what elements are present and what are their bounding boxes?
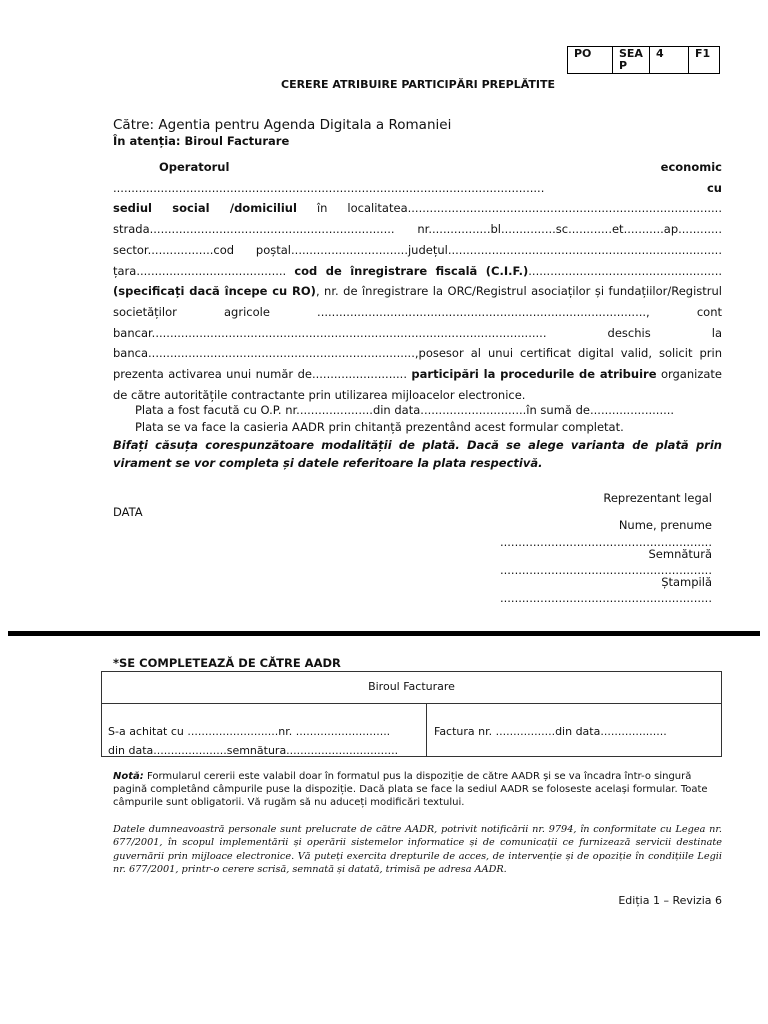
stamp-field[interactable]: .......................................................... [499,591,712,605]
payment-instructions: Bifați căsuța corespunzătoare modalității de plată. Dacă se alege varianta de plată prin virament se vor completa și datele referitoare la plata respectivă. [113,438,722,470]
recipient-line: Către: Agentia pentru Agenda Digitala a Romaniei [113,117,452,133]
billing-office-header: Biroul Facturare [102,672,721,704]
date-label: DATA [113,505,143,519]
edition-label: Ediția 1 – Revizia 6 [618,894,722,907]
note-paragraph: Notă: Formularul cererii este valabil doar în formatul pus la dispoziție de către AADR și se va încadra într-o singură pagină completând câmpurile puse la dispoziție. Dacă plata se face la sediul AADR se foloseste același formular. Toate câmpurile sunt obligatorii. Vă rugăm să nu aduceți modificări textului. [113,771,708,808]
stamp-label: Ștampilă [661,575,712,589]
form-line-9[interactable]: banca.........................................................................,posesor al unui certificat digital valid, solicit prin [113,346,722,361]
form-line-2: sediul social /domiciliul în localitatea...................................................................................... [113,201,722,216]
participations-count-field[interactable]: prezenta activarea unui număr de.......................... [113,367,407,382]
payment-op-line[interactable]: Plata a fost facută cu O.P. nr.....................din data.............................în sumă de....................... [135,403,675,417]
code-cell-po: PO [568,47,613,74]
privacy-notice: Datele dumneavoastră personale sunt prelucrate de către AADR, potrivit notificării nr. 9794, în conformitate cu Legea nr. 677/2001, în scopul implementării și operării sistemelor informatice și de comunicații ce furnizează servicii destinate guvernării prin mijloace electronice. Vă puteți exercita drepturile de acces, de intervenție și de opoziție în condițiile Legii nr. 677/2001, printr-o cerere scrisă, semnată și datată, trimisă pe adresa AADR. [113,824,722,875]
aadr-date-signature-field[interactable]: din data.....................semnătura................................ [108,744,399,757]
paid-with-field[interactable]: S-a achitat cu ..........................nr. ........................... [108,725,391,738]
locality-field[interactable]: în localitatea...................................................................................... [316,201,722,216]
aadr-billing-box [101,671,722,757]
form-line-1: Operatorul economic ...................................................................................................................... cu [113,160,722,195]
form-line-3[interactable]: strada................................................................... nr.................bl...............sc............et...........ap............ [113,222,722,237]
name-label: Nume, prenume [618,518,712,532]
name-field[interactable]: .......................................................... [499,535,712,549]
cif-field[interactable]: ..................................................... [528,263,723,278]
legal-representative-label: Reprezentant legal [603,491,712,505]
signature-field[interactable]: .......................................................... [499,563,712,577]
aadr-section-title: *SE COMPLETEAZĂ DE CĂTRE AADR [113,656,341,670]
code-cell-number: 4 [649,47,688,74]
document-title: CERERE ATRIBUIRE PARTICIPĂRI PREPLĂTITE [281,78,555,91]
form-line-5: țara......................................... cod de înregistrare fiscală (C.I.F.)..................................................... [113,263,723,278]
operator-field[interactable]: ...................................................................................................................... [113,180,545,195]
form-line-10: prezenta activarea unui număr de.......................... participări la procedurile de atribuire organizate [113,367,722,382]
form-line-6: (specificați dacă începe cu RO), nr. de înregistrare la ORC/Registrul asociaților și fundațiilor/Registrul [113,284,722,299]
aadr-invoice-cell [428,704,721,756]
request-form-body [113,157,722,405]
country-field[interactable]: țara......................................... [113,263,287,278]
form-line-8[interactable]: bancar............................................................................................................ deschis la [113,325,722,340]
form-line-7[interactable]: societăților agricole .........................................................................................., cont [113,304,722,319]
attention-line: În atenția: Biroul Facturare [113,134,290,148]
payment-cash-line[interactable]: Plata se va face la casieria AADR prin chitanță prezentând acest formular completat. [135,420,624,434]
signature-label: Semnătură [648,547,712,561]
section-divider [8,631,760,636]
code-cell-form: F1 [688,47,719,74]
code-cell-seap: SEA P [613,47,650,74]
form-line-11: de către autoritățile contractante prin utilizarea mijloacelor electronice. [113,387,526,402]
form-line-4[interactable]: sector..................cod poștal................................județul........................................................................... [113,242,722,257]
document-code-table [567,46,720,74]
aadr-payment-cell [102,704,427,756]
invoice-field[interactable]: Factura nr. .................din data................... [434,725,667,738]
